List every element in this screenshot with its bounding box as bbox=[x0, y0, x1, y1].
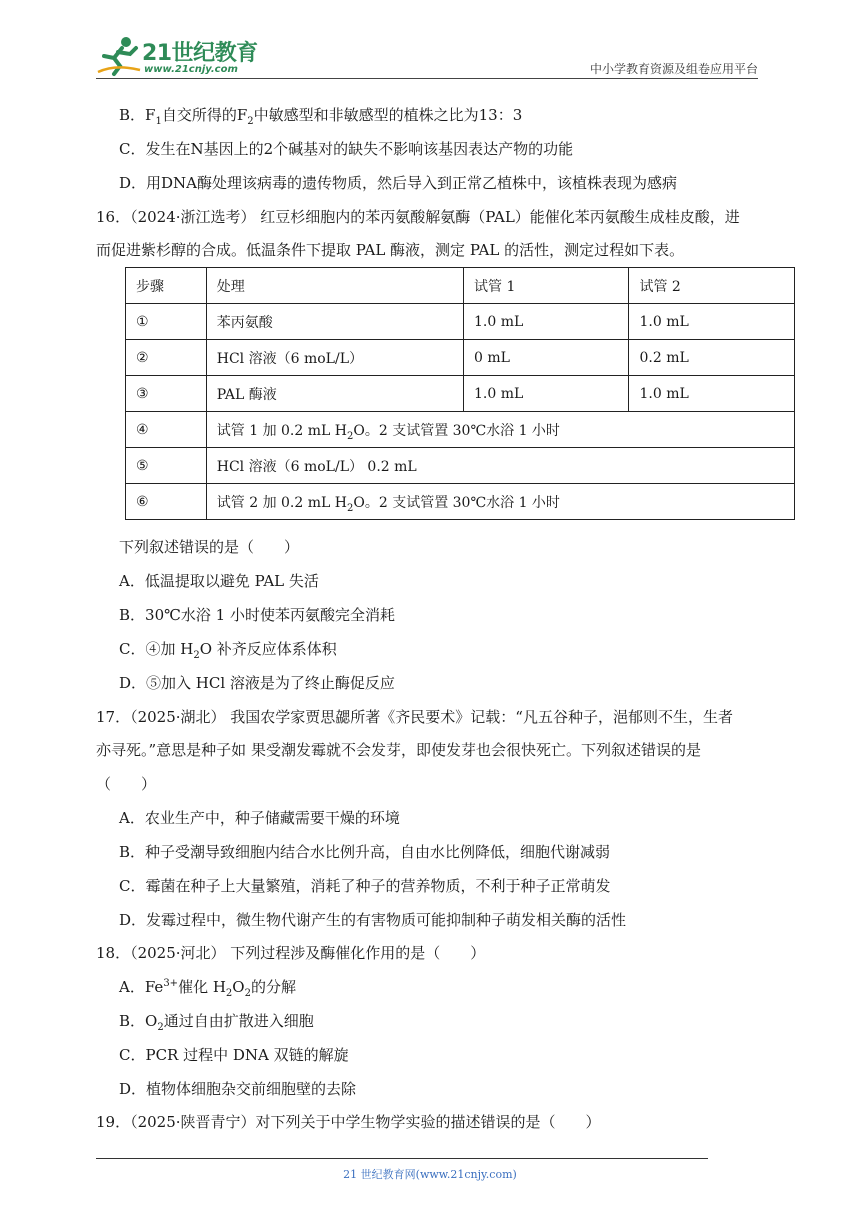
q17-option-b: B．种子受潮导致细胞内结合水比例升高，自由水比例降低，细胞代谢减弱 bbox=[119, 843, 611, 861]
q17-stem-line2: 亦寻死。”意思是种子如 果受潮发霉就不会发芽，即使发芽也会很快死亡。下列叙述错误的是 bbox=[96, 741, 701, 759]
table-header-cell: 试管 1 bbox=[464, 268, 629, 304]
table-cell: 1.0 mL bbox=[464, 376, 629, 412]
q19-stem: 19．（2025·陕晋青宁）对下列关于中学生物学实验的描述错误的是（ ） bbox=[96, 1113, 601, 1131]
q17-option-c: C．霉菌在种子上大量繁殖，消耗了种子的营养物质，不利于种子正常萌发 bbox=[119, 877, 611, 895]
table-cell: ① bbox=[126, 304, 207, 340]
table-cell: ② bbox=[126, 340, 207, 376]
q18-option-c: C．PCR 过程中 DNA 双链的解旋 bbox=[119, 1046, 349, 1064]
table-row bbox=[126, 304, 795, 340]
site-logo bbox=[96, 34, 266, 78]
q16-question: 下列叙述错误的是（ ） bbox=[119, 538, 300, 556]
q18-b-part: 通过自由扩散进入细胞 bbox=[163, 1012, 314, 1030]
q15-option-b bbox=[119, 105, 522, 125]
q17-stem-line3: （ ） bbox=[96, 775, 157, 793]
q18-option-b bbox=[119, 1011, 314, 1031]
table-cell: 1.0 mL bbox=[629, 376, 795, 412]
table-merged-cell bbox=[206, 412, 794, 448]
header-divider bbox=[96, 78, 758, 79]
table-header-row bbox=[126, 268, 795, 304]
runner-logo-icon bbox=[96, 34, 142, 78]
logo-url: www.21cnjy.com bbox=[144, 64, 238, 75]
q18-a-sub: 2 bbox=[244, 988, 251, 999]
table-row bbox=[126, 484, 795, 520]
q16-c-part: C．④加 H bbox=[119, 640, 194, 658]
q15-b-sub: 2 bbox=[247, 116, 254, 127]
table-cell: 1.0 mL bbox=[464, 304, 629, 340]
table-header-cell: 步骤 bbox=[126, 268, 207, 304]
platform-label: 中小学教育资源及组卷应用平台 bbox=[589, 62, 758, 76]
q18-a-part: 催化 H bbox=[178, 978, 226, 996]
table-cell: ③ bbox=[126, 376, 207, 412]
table-cell: 0 mL bbox=[464, 340, 629, 376]
table-row bbox=[126, 412, 795, 448]
q16-stem-line2: 而促进紫杉醇的合成。低温条件下提取 PAL 酶液，测定 PAL 的活性，测定过程如下表。 bbox=[96, 241, 685, 259]
table-cell: ④ bbox=[126, 412, 207, 448]
table-merged-cell: HCl 溶液（6 moL/L） 0.2 mL bbox=[206, 448, 794, 484]
table-header-cell: 试管 2 bbox=[629, 268, 795, 304]
table-cell: ⑥ bbox=[126, 484, 207, 520]
table-row bbox=[126, 340, 795, 376]
q15-b-part: 自交所得的F bbox=[161, 106, 248, 124]
q18-option-d: D．植物体细胞杂交前细胞壁的去除 bbox=[119, 1080, 357, 1098]
table-cell: HCl 溶液（6 moL/L） bbox=[206, 340, 463, 376]
q18-a-sup: 3+ bbox=[163, 978, 179, 989]
table-cell: 0.2 mL bbox=[629, 340, 795, 376]
table-cell: 1.0 mL bbox=[629, 304, 795, 340]
q16-option-d: D．⑤加入 HCl 溶液是为了终止酶促反应 bbox=[119, 674, 395, 692]
table-header-cell: 处理 bbox=[206, 268, 463, 304]
q18-a-sub: 2 bbox=[225, 988, 233, 999]
table-cell: 苯丙氨酸 bbox=[206, 304, 463, 340]
q16-procedure-table bbox=[125, 267, 795, 520]
table-cell: PAL 酶液 bbox=[206, 376, 463, 412]
cell-text: O。2 支试管置 30℃水浴 1 小时 bbox=[353, 494, 560, 511]
table-row bbox=[126, 376, 795, 412]
q17-option-d: D．发霉过程中，微生物代谢产生的有害物质可能抑制种子萌发相关酶的活性 bbox=[119, 911, 627, 929]
q18-option-a bbox=[119, 977, 296, 997]
q16-option-a: A．低温提取以避免 PAL 失活 bbox=[119, 572, 319, 590]
q15-b-part: B．F bbox=[119, 106, 156, 124]
q18-a-part: A．Fe bbox=[119, 978, 164, 996]
q16-option-c bbox=[119, 639, 337, 659]
q18-stem: 18．（2025·河北） 下列过程涉及酶催化作用的是（ ） bbox=[96, 944, 486, 962]
page-header bbox=[96, 34, 758, 80]
q18-a-part: 的分解 bbox=[250, 978, 296, 996]
q18-b-part: B．O bbox=[119, 1012, 158, 1030]
q15-option-d: D．用DNA酶处理该病毒的遗传物质，然后导入到正常乙植株中，该植株表现为感病 bbox=[119, 174, 678, 192]
table-row bbox=[126, 448, 795, 484]
q16-option-b: B．30℃水浴 1 小时使苯丙氨酸完全消耗 bbox=[119, 606, 395, 624]
q17-option-a: A．农业生产中，种子储藏需要干燥的环境 bbox=[119, 809, 400, 827]
q15-b-part: 中敏感型和非敏感型的植株之比为13：3 bbox=[253, 106, 523, 124]
cell-sub: 2 bbox=[346, 430, 354, 442]
footer-link[interactable]: 21 世纪教育网(www.21cnjy.com) bbox=[343, 1168, 517, 1181]
logo-text: 21世纪教育 bbox=[142, 41, 258, 66]
cell-text: 试管 2 加 0.2 mL H bbox=[216, 494, 347, 511]
q17-stem-line1: 17．（2025·湖北） 我国农学家贾思勰所著《齐民要术》记载：“凡五谷种子，浥郁则不生，生者 bbox=[96, 708, 733, 726]
q15-option-c: C．发生在N基因上的2个碱基对的缺失不影响该基因表达产物的功能 bbox=[119, 140, 574, 158]
cell-sub: 2 bbox=[346, 502, 354, 514]
q15-b-sub: 1 bbox=[155, 116, 162, 127]
q16-c-sub: 2 bbox=[193, 650, 200, 661]
q16-stem-line1: 16．（2024·浙江选考） 红豆杉细胞内的苯丙氨酸解氨酶（PAL）能催化苯丙氨酸生成桂皮酸，进 bbox=[96, 208, 740, 226]
q16-c-part: O 补齐反应体系体积 bbox=[199, 640, 337, 658]
cell-text: O。2 支试管置 30℃水浴 1 小时 bbox=[353, 422, 560, 439]
q18-a-part: O bbox=[232, 978, 245, 996]
footer-divider bbox=[96, 1158, 708, 1159]
table-merged-cell bbox=[206, 484, 794, 520]
q18-b-sub: 2 bbox=[157, 1022, 164, 1033]
cell-text: 试管 1 加 0.2 mL H bbox=[216, 422, 347, 439]
table-cell: ⑤ bbox=[126, 448, 207, 484]
